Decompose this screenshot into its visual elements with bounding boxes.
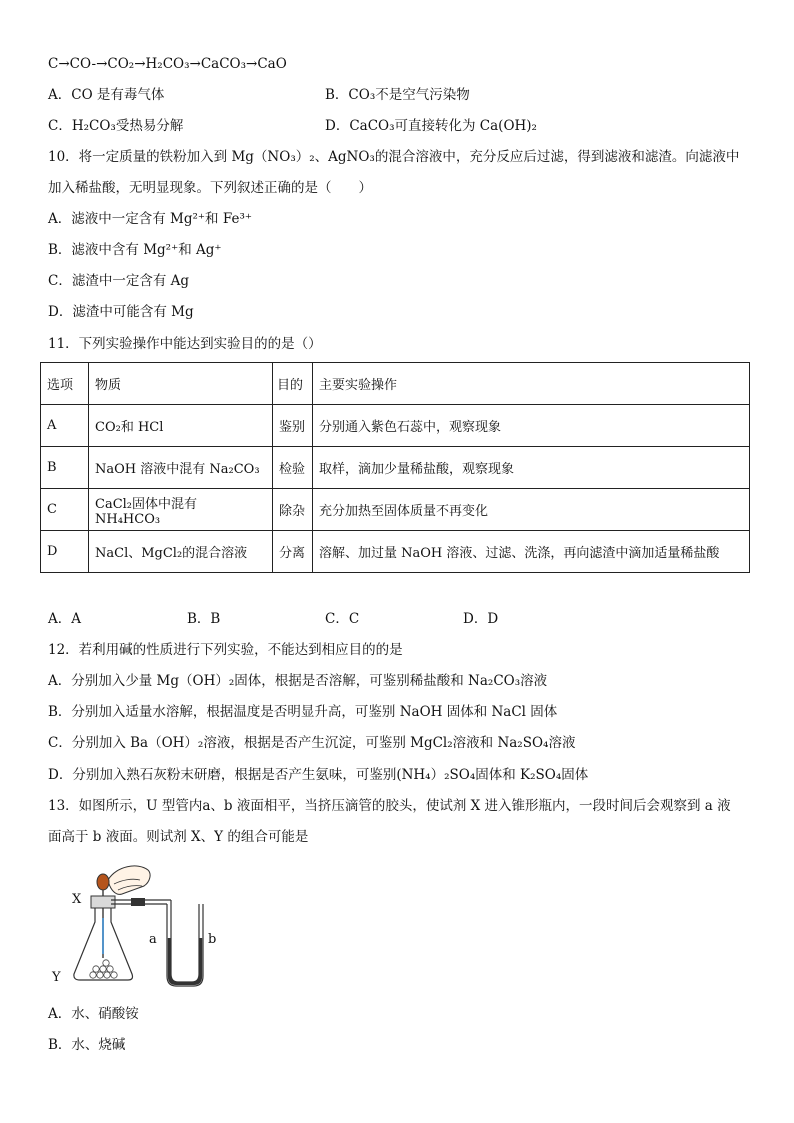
table-cell: D — [41, 531, 89, 573]
rubber-tube-icon — [131, 898, 145, 906]
q12-option-c: C．分别加入 Ba（OH）₂溶液，根据是否产生沉淀，可鉴别 MgCl₂溶液和 Na₂SO₄溶液 — [48, 735, 576, 751]
apparatus-figure — [48, 858, 238, 993]
q11-answer-b: B．B — [187, 611, 221, 627]
table-cell: 检验 — [273, 447, 313, 489]
table-header-row — [41, 363, 750, 405]
q10-option-c: C．滤渣中一定含有 Ag — [48, 273, 190, 289]
table-cell: CaCl₂固体中混有 NH₄HCO₃ — [89, 489, 273, 531]
table-header-cell: 选项 — [41, 363, 89, 405]
q9-option-d: D．CaCO₃可直接转化为 Ca(OH)₂ — [325, 118, 537, 134]
q9-option-c: C．H₂CO₃受热易分解 — [48, 118, 184, 134]
table-row — [41, 531, 750, 573]
table-row — [41, 489, 750, 531]
u-tube-icon — [167, 904, 203, 986]
dropper-bulb-icon — [97, 874, 109, 890]
table-header-cell: 目的 — [273, 363, 313, 405]
table-cell: CO₂和 HCl — [89, 405, 273, 447]
table-header-cell: 物质 — [89, 363, 273, 405]
table-cell: C — [41, 489, 89, 531]
q9-option-a: A．CO 是有毒气体 — [48, 87, 165, 103]
liquid-icon — [168, 938, 202, 985]
hand-icon — [108, 866, 150, 894]
q10-option-a: A．滤液中一定含有 Mg²⁺和 Fe³⁺ — [48, 211, 252, 227]
q10-option-b: B．滤液中含有 Mg²⁺和 Ag⁺ — [48, 242, 222, 258]
table-cell: 取样，滴加少量稀盐酸，观察现象 — [313, 447, 750, 489]
q11-stem: 11．下列实验操作中能达到实验目的的是（） — [48, 336, 322, 352]
solid-y-icon — [90, 960, 117, 978]
table-header-cell: 主要实验操作 — [313, 363, 750, 405]
label-b: b — [208, 932, 217, 947]
stopper-icon — [91, 896, 115, 908]
label-y: Y — [52, 970, 61, 985]
table-cell: 溶解、加过量 NaOH 溶液、过滤、洗涤，再向滤渣中滴加适量稀盐酸 — [313, 531, 750, 573]
label-x: X — [72, 892, 82, 907]
table-cell: 鉴别 — [273, 405, 313, 447]
apparatus-drawing — [48, 858, 238, 993]
table-cell: 充分加热至固体质量不再变化 — [313, 489, 750, 531]
q11-answer-a: A．A — [48, 611, 81, 627]
table-cell: NaCl、MgCl₂的混合溶液 — [89, 531, 273, 573]
table-row — [41, 447, 750, 489]
q13-option-b: B．水、烧碱 — [48, 1037, 126, 1053]
q9-option-b: B．CO₃不是空气污染物 — [325, 87, 470, 103]
table-cell: A — [41, 405, 89, 447]
q11-answer-d: D．D — [463, 611, 499, 627]
q12-stem: 12．若利用碱的性质进行下列实验，不能达到相应目的的是 — [48, 642, 403, 658]
q13-stem-line1: 13．如图所示，U 型管内a、b 液面相平，当挤压滴管的胶头，使试剂 X 进入锥形瓶内，一段时间后会观察到 a 液 — [48, 798, 731, 814]
q13-option-a: A．水、硝酸铵 — [48, 1006, 139, 1022]
q10-stem-line2: 加入稀盐酸，无明显现象。下列叙述正确的是（ ） — [48, 180, 372, 196]
table-cell: B — [41, 447, 89, 489]
label-a: a — [149, 932, 157, 947]
table-row — [41, 405, 750, 447]
q11-table — [40, 362, 750, 573]
q12-option-a: A．分别加入少量 Mg（OH）₂固体，根据是否溶解，可鉴别稀盐酸和 Na₂CO₃溶液 — [48, 673, 548, 689]
q10-option-d: D．滤渣中可能含有 Mg — [48, 304, 194, 320]
q10-stem-line1: 10．将一定质量的铁粉加入到 Mg（NO₃）₂、AgNO₃的混合溶液中，充分反应后过滤，得到滤液和滤渣。向滤液中 — [48, 149, 740, 165]
q12-option-b: B．分别加入适量水溶解，根据温度是否明显升高，可鉴别 NaOH 固体和 NaCl 固体 — [48, 704, 558, 720]
table-cell: 除杂 — [273, 489, 313, 531]
table-cell: NaOH 溶液中混有 Na₂CO₃ — [89, 447, 273, 489]
table-cell: 分别通入紫色石蕊中，观察现象 — [313, 405, 750, 447]
q12-option-d: D．分别加入熟石灰粉末研磨，根据是否产生氨味，可鉴别(NH₄）₂SO₄固体和 K₂SO₄固体 — [48, 767, 589, 783]
table-cell: 分离 — [273, 531, 313, 573]
q13-stem-line2: 面高于 b 液面。则试剂 X、Y 的组合可能是 — [48, 829, 309, 845]
q9-chain: C→CO-→CO₂→H₂CO₃→CaCO₃→CaO — [48, 56, 287, 72]
q11-answer-c: C．C — [325, 611, 360, 627]
